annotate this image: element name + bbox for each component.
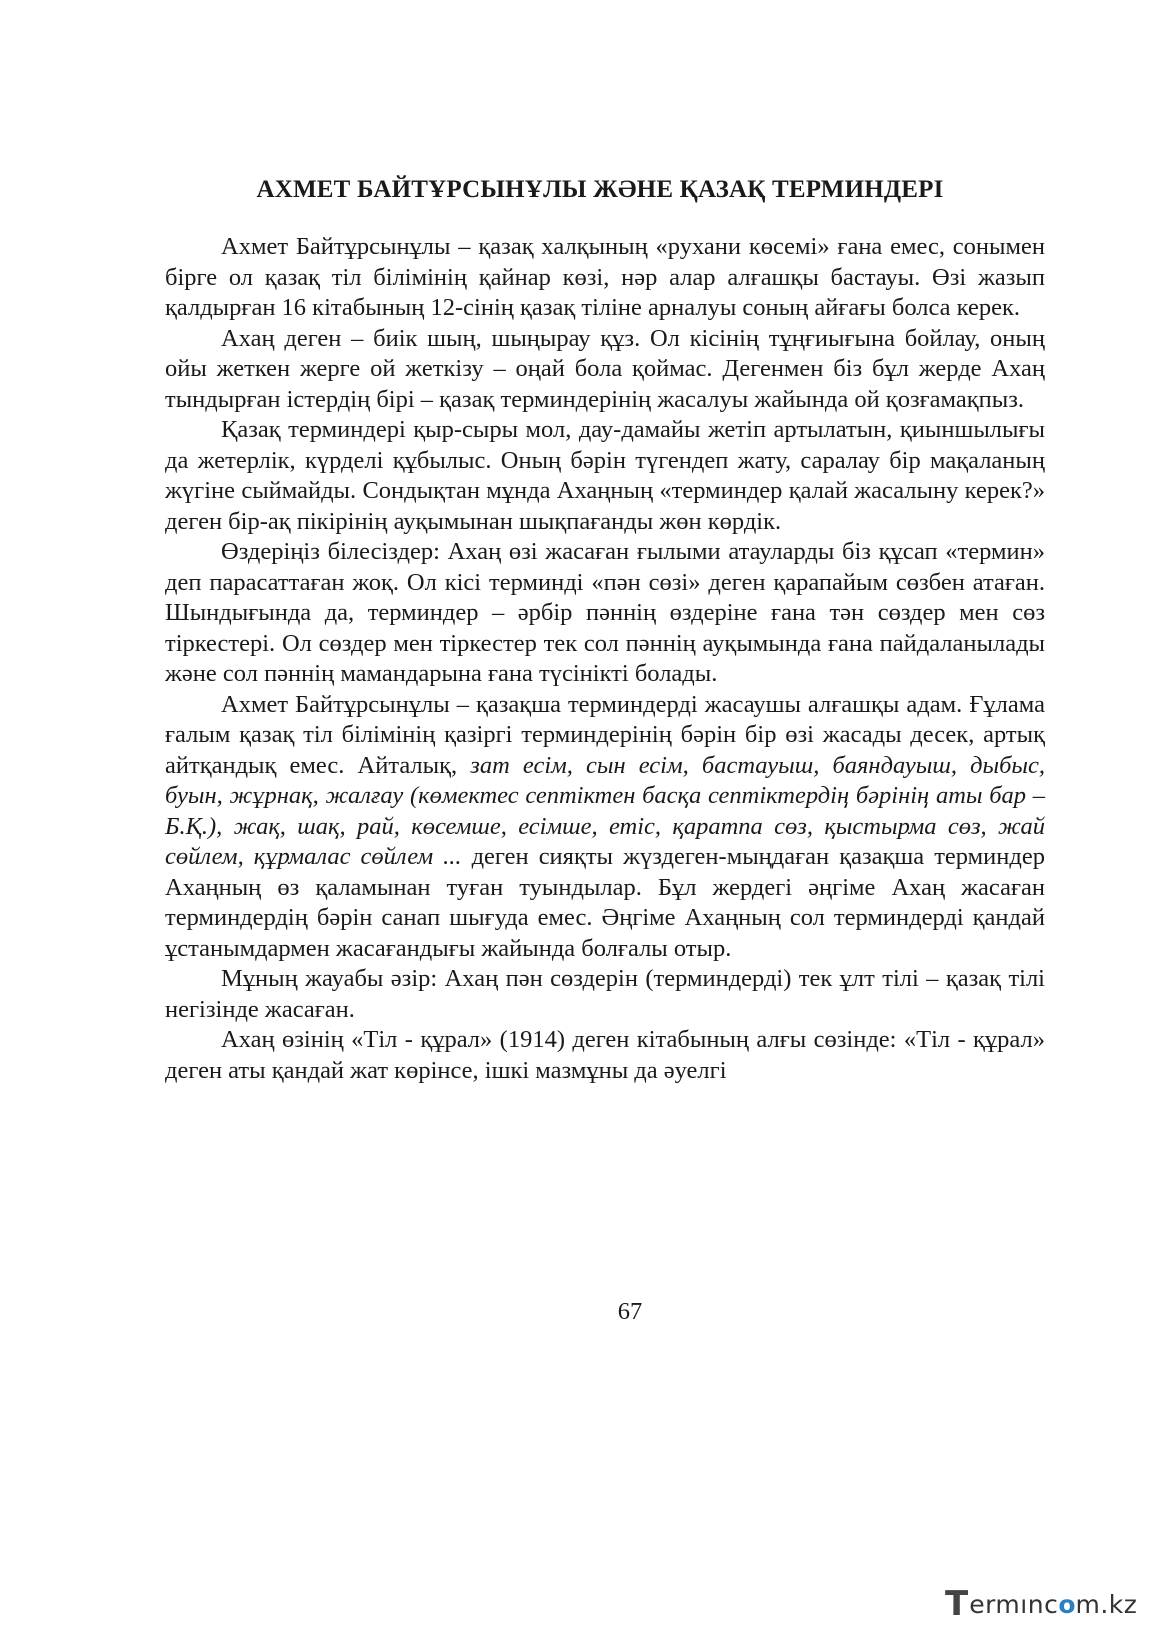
site-watermark-logo (945, 1582, 1145, 1626)
paragraph-5-end: деген сияқты жүздеген-мыңдаған қазақша терминдер Ахаңның өз қаламынан туған туындылар. Бұл жердегі әңгіме Ахаң жасаған терминдердің бәрін санап шығуда емес. Әңгіме Ахаңның сол терминдерді қандай ұстанымдармен жасағандығы жайында болғалы отыр. (165, 843, 1045, 962)
paragraph-1: Ахмет Байтұрсынұлы – қазақ халқының «рухани көсемі» ғана емес, сонымен бірге ол қазақ тіл білімінің қайнар көзі, нәр алар алғашқы бастауы. Өзі жазып қалдырған 16 кітабының 12-сінің қазақ тіліне арналуы соның айғағы болса керек. (165, 233, 1045, 321)
watermark-text-1: ermınc (969, 1589, 1059, 1619)
paragraph-5 (165, 690, 1045, 965)
paragraph-4: Өздеріңіз білесіздер: Ахаң өзі жасаған ғылыми атауларды біз құсап «термин» деп парасаттаған жоқ. Ол кісі терминді «пән сөзі» деген қарапайым сөзбен атаған. Шындығында да, терминдер – әрбір пәннің өздеріне ғана тән сөздер мен сөз тіркестері. Ол сөздер мен тіркестер тек сол пәннің ауқымында ғана пайдаланылады және сол пәннің мамандарына ғана түсінікті болады. (165, 538, 1045, 687)
paragraph-7: Ахаң өзінің «Тіл - құрал» (1914) деген кітабының алғы сөзінде: «Тіл - құрал» деген аты қандай жат көрінсе, ішкі мазмұны да әуелгі (165, 1026, 1045, 1084)
page-number: 67 (617, 1298, 643, 1325)
article-body (165, 232, 1045, 1086)
paragraph-5-term-list: зат есім, сын есім, бастауыш, баяндауыш, дыбыс, буын, жұрнақ, жалғау (көмектес септіктен басқа септіктердің бәрінің аты бар – Б.Қ.), жақ, шақ, рай, көсемше, есімше, етіс, қаратпа сөз, қыстырма сөз, жай сөйлем, құрмалас сөйлем ... (165, 751, 1045, 870)
paragraph-2: Ахаң деген – биік шың, шыңырау құз. Ол кісінің тұңғиығына бойлау, оның ойы жеткен жерге ой жеткізу – оңай бола қоймас. Дегенмен біз бұл жерде Ахаң тындырған істердің бірі – қазақ терминдерінің жасалуы жайында ой қозғамақпыз. (165, 324, 1045, 413)
watermark-o: o (1058, 1589, 1076, 1619)
paragraph-6: Мұның жауабы әзір: Ахаң пән сөздерін (терминдерді) тек ұлт тілі – қазақ тілі негізінде жасаған. (165, 965, 1045, 1023)
paragraph-5-start: Ахмет Байтұрсынұлы – қазақша терминдерді жасаушы алғашқы адам. Ғұлама ғалым қазақ тіл білімінің қазіргі терминдерінің бәрін бір өзі жасады десек, артық айтқандық емес. Айталық, (165, 690, 1045, 779)
page-title: АХМЕТ БАЙТҰРСЫНҰЛЫ ЖӘНЕ ҚАЗАҚ ТЕРМИНДЕРІ (256, 176, 944, 203)
paragraph-3: Қазақ терминдері қыр-сыры мол, дау-дамайы жетіп артылатын, қиыншылығы да жетерлік, күрделі құбылыс. Оның бәрін түгендеп жату, саралау бір мақаланың жүгіне сыймайды. Сондықтан мұнда Ахаңның «терминдер қалай жасалыну керек?» деген бір-ақ пікірінің ауқымынан шықпағанды жөн көрдік. (165, 416, 1045, 535)
watermark-t: T (945, 1584, 969, 1624)
watermark-text-2: m.kz (1075, 1589, 1138, 1619)
